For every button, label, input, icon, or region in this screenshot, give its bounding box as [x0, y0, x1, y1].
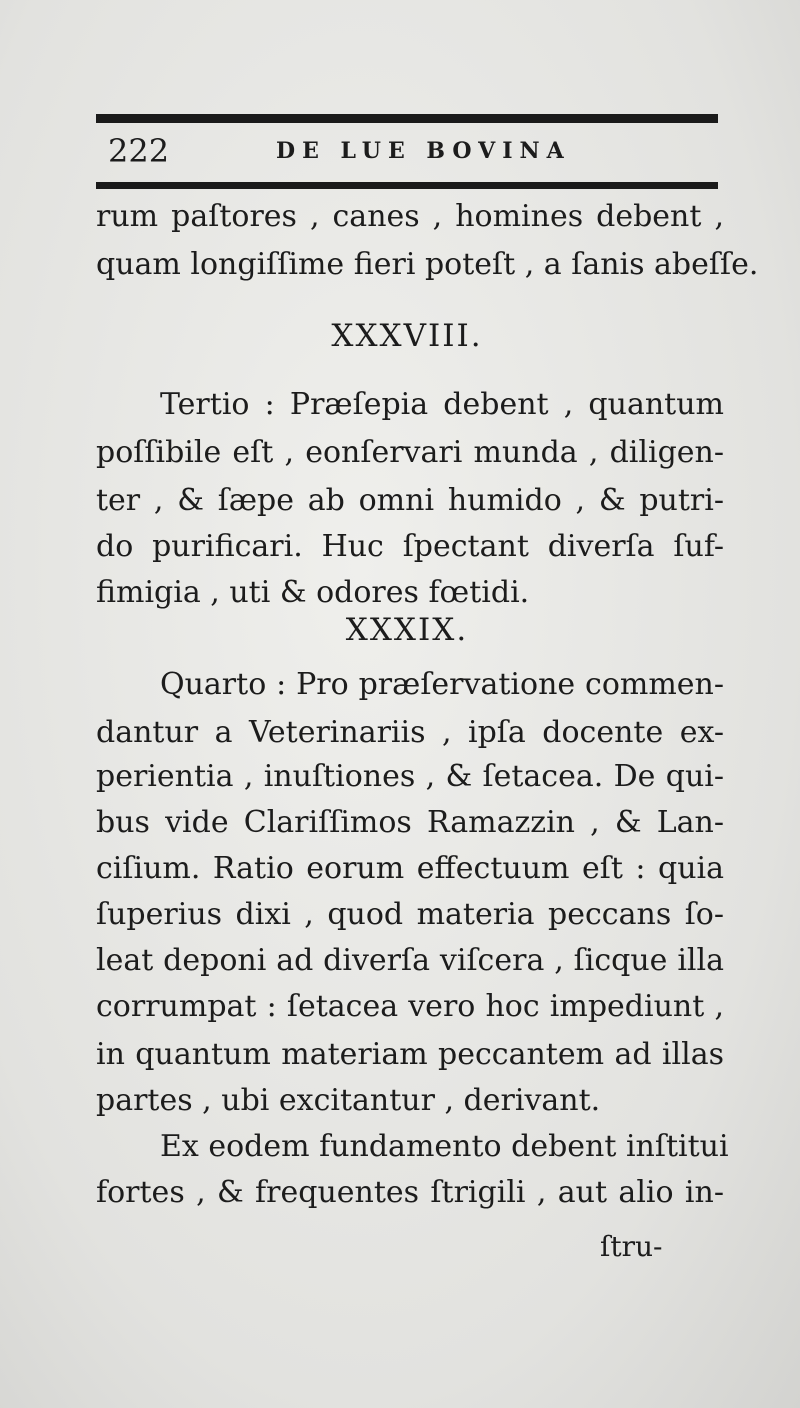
text-line: Tertio : Præſepia debent , quantum [160, 387, 724, 422]
text-line: ſuperius dixi , quod materia peccans ſo- [96, 897, 724, 932]
text-line: quam longiſſime fieri poteſt , a ſanis abeſſe. [96, 247, 759, 282]
text-line: Quarto : Pro præſervatione commen- [160, 667, 724, 702]
text-line: fortes , & frequentes ſtrigili , aut alio in- [96, 1175, 724, 1210]
text-line: Ex eodem fundamento debent inſtitui [160, 1129, 729, 1164]
running-title: DE LUE BOVINA [276, 138, 571, 164]
text-line: in quantum materiam peccantem ad illas [96, 1037, 724, 1072]
text-line: rum paſtores , canes , homines debent , [96, 199, 724, 234]
text-line: ciſium. Ratio eorum effectuum eſt : quia [96, 851, 724, 886]
section-heading: XXXIX. [345, 612, 469, 648]
text-line: bus vide Clariſſimos Ramazzin , & Lan- [96, 805, 724, 840]
text-line: do purificari. Huc ſpectant diverſa ſuf- [96, 529, 724, 564]
text-line: poſſibile eſt , eonſervari munda , diligen- [96, 435, 724, 470]
header-rule-bottom [96, 182, 718, 189]
text-line: fimigia , uti & odores fœtidi. [96, 575, 530, 610]
catchword: ſtru- [600, 1230, 663, 1263]
text-line: dantur a Veterinariis , ipſa docente ex- [96, 715, 724, 750]
section-heading: XXXVIII. [331, 318, 483, 354]
text-line: perientia , inuſtiones , & ſetacea. De qui- [96, 759, 724, 794]
page-number: 222 [108, 132, 170, 170]
text-line: corrumpat : ſetacea vero hoc impediunt , [96, 989, 724, 1024]
header-rule-top [96, 114, 718, 123]
text-line: leat deponi ad diverſa viſcera , ſicque illa [96, 943, 724, 978]
text-line: ter , & ſæpe ab omni humido , & putri- [96, 483, 724, 518]
text-line: partes , ubi excitantur , derivant. [96, 1083, 601, 1118]
running-header [96, 126, 718, 180]
